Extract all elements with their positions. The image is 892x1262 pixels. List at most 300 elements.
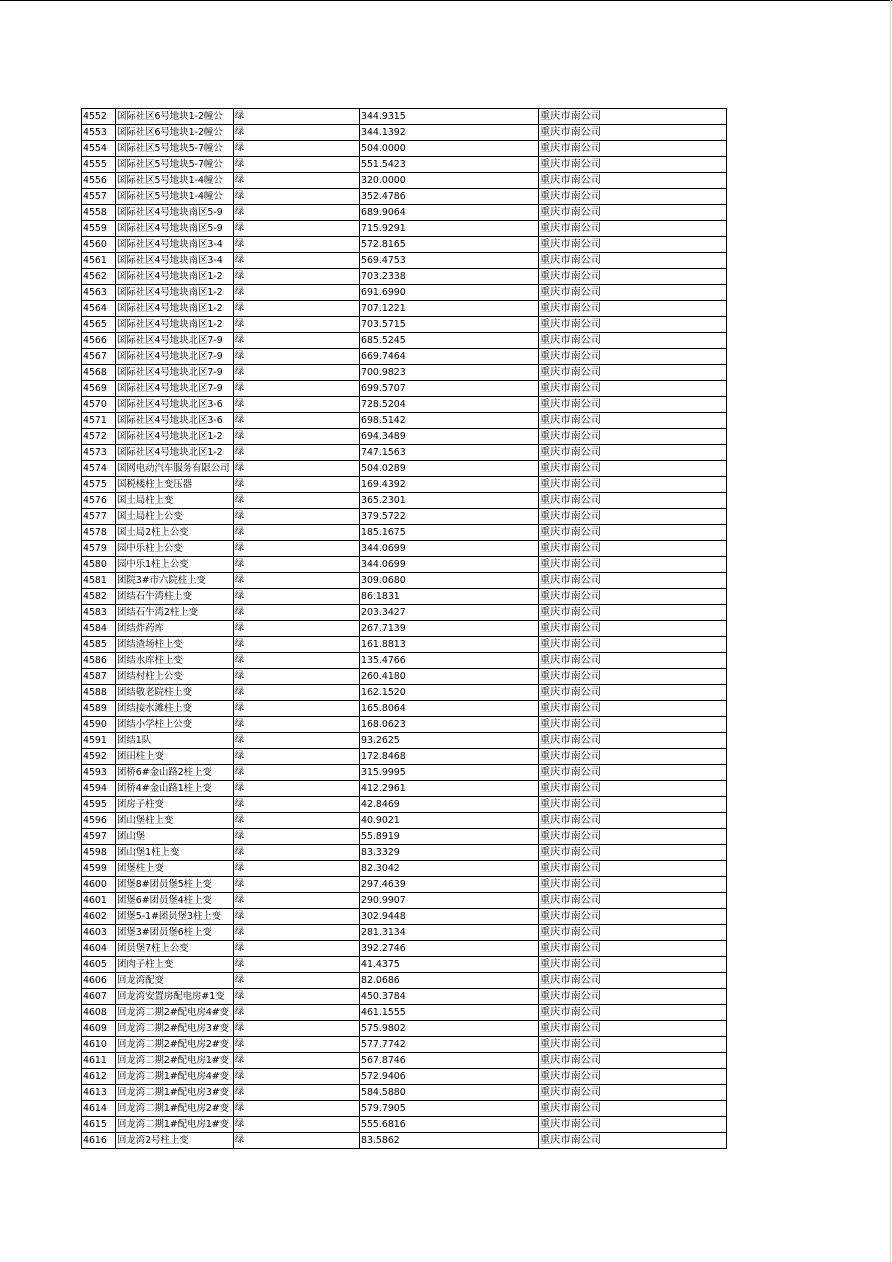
station-name-cell: 团结接水滩柱上变 (116, 701, 234, 717)
row-index-cell: 4603 (82, 925, 116, 941)
row-index-cell: 4599 (82, 861, 116, 877)
company-cell: 重庆市南公司 (539, 301, 727, 317)
row-index-cell: 4586 (82, 653, 116, 669)
company-cell: 重庆市南公司 (539, 109, 727, 125)
table-row (82, 1005, 727, 1021)
category-cell: 绿 (234, 221, 360, 237)
table-row (82, 365, 727, 381)
table-row (82, 749, 727, 765)
row-index-cell: 4608 (82, 1005, 116, 1021)
station-name-cell: 国际社区5号地块5-7幢公 (116, 141, 234, 157)
table-row (82, 653, 727, 669)
station-name-cell: 回龙湾二期1#配电房1#变 (116, 1117, 234, 1133)
category-cell: 绿 (234, 381, 360, 397)
category-cell: 绿 (234, 845, 360, 861)
value-cell: 450.3784 (360, 989, 539, 1005)
category-cell: 绿 (234, 429, 360, 445)
company-cell: 重庆市南公司 (539, 1117, 727, 1133)
station-name-cell: 国际社区4号地块南区1-2 (116, 269, 234, 285)
value-cell: 691.6990 (360, 285, 539, 301)
row-index-cell: 4612 (82, 1069, 116, 1085)
row-index-cell: 4575 (82, 477, 116, 493)
company-cell: 重庆市南公司 (539, 845, 727, 861)
category-cell: 绿 (234, 317, 360, 333)
category-cell: 绿 (234, 173, 360, 189)
company-cell: 重庆市南公司 (539, 637, 727, 653)
station-name-cell: 回龙湾安置房配电房#1变 (116, 989, 234, 1005)
table-row (82, 413, 727, 429)
table-row (82, 1133, 727, 1149)
data-table (81, 108, 727, 1149)
page-right-edge (890, 0, 891, 1262)
company-cell: 重庆市南公司 (539, 1037, 727, 1053)
category-cell: 绿 (234, 973, 360, 989)
station-name-cell: 团堡柱上变 (116, 861, 234, 877)
table-row (82, 445, 727, 461)
row-index-cell: 4616 (82, 1133, 116, 1149)
station-name-cell: 团结村柱上公变 (116, 669, 234, 685)
value-cell: 379.5722 (360, 509, 539, 525)
value-cell: 577.7742 (360, 1037, 539, 1053)
company-cell: 重庆市南公司 (539, 317, 727, 333)
category-cell: 绿 (234, 909, 360, 925)
value-cell: 694.3489 (360, 429, 539, 445)
table-row (82, 573, 727, 589)
company-cell: 重庆市南公司 (539, 525, 727, 541)
station-name-cell: 回龙湾二期1#配电房2#变 (116, 1101, 234, 1117)
company-cell: 重庆市南公司 (539, 429, 727, 445)
value-cell: 86.1831 (360, 589, 539, 605)
row-index-cell: 4558 (82, 205, 116, 221)
category-cell: 绿 (234, 461, 360, 477)
value-cell: 302.9448 (360, 909, 539, 925)
station-name-cell: 回龙湾二期2#配电房2#变 (116, 1037, 234, 1053)
company-cell: 重庆市南公司 (539, 1133, 727, 1149)
station-name-cell: 国际社区4号地块北区7-9 (116, 333, 234, 349)
table-row (82, 845, 727, 861)
company-cell: 重庆市南公司 (539, 749, 727, 765)
row-index-cell: 4609 (82, 1021, 116, 1037)
value-cell: 700.9823 (360, 365, 539, 381)
value-cell: 315.9995 (360, 765, 539, 781)
value-cell: 703.5715 (360, 317, 539, 333)
station-name-cell: 国土局柱上变 (116, 493, 234, 509)
value-cell: 83.3329 (360, 845, 539, 861)
table-row (82, 253, 727, 269)
table-row (82, 429, 727, 445)
category-cell: 绿 (234, 765, 360, 781)
station-name-cell: 国际社区4号地块南区3-4 (116, 253, 234, 269)
station-name-cell: 团结水库柱上变 (116, 653, 234, 669)
company-cell: 重庆市南公司 (539, 861, 727, 877)
value-cell: 40.9021 (360, 813, 539, 829)
value-cell: 82.0686 (360, 973, 539, 989)
row-index-cell: 4576 (82, 493, 116, 509)
value-cell: 320.0000 (360, 173, 539, 189)
table-row (82, 109, 727, 125)
category-cell: 绿 (234, 1069, 360, 1085)
value-cell: 584.5880 (360, 1085, 539, 1101)
company-cell: 重庆市南公司 (539, 269, 727, 285)
table-row (82, 893, 727, 909)
category-cell: 绿 (234, 781, 360, 797)
category-cell: 绿 (234, 941, 360, 957)
value-cell: 699.5707 (360, 381, 539, 397)
station-name-cell: 国际社区4号地块北区7-9 (116, 365, 234, 381)
station-name-cell: 回龙湾配变 (116, 973, 234, 989)
station-name-cell: 团结石牛湾柱上变 (116, 589, 234, 605)
station-name-cell: 团堡5-1#团员堡3柱上变 (116, 909, 234, 925)
row-index-cell: 4587 (82, 669, 116, 685)
station-name-cell: 国税楼柱上变压器 (116, 477, 234, 493)
category-cell: 绿 (234, 797, 360, 813)
table-row (82, 765, 727, 781)
value-cell: 344.1392 (360, 125, 539, 141)
row-index-cell: 4570 (82, 397, 116, 413)
value-cell: 281.3134 (360, 925, 539, 941)
company-cell: 重庆市南公司 (539, 397, 727, 413)
row-index-cell: 4582 (82, 589, 116, 605)
row-index-cell: 4606 (82, 973, 116, 989)
row-index-cell: 4614 (82, 1101, 116, 1117)
company-cell: 重庆市南公司 (539, 813, 727, 829)
station-name-cell: 团院3#市六院柱上变 (116, 573, 234, 589)
category-cell: 绿 (234, 701, 360, 717)
company-cell: 重庆市南公司 (539, 125, 727, 141)
row-index-cell: 4567 (82, 349, 116, 365)
table-row (82, 205, 727, 221)
station-name-cell: 国际社区4号地块北区1-2 (116, 445, 234, 461)
row-index-cell: 4560 (82, 237, 116, 253)
category-cell: 绿 (234, 733, 360, 749)
row-index-cell: 4615 (82, 1117, 116, 1133)
value-cell: 461.1555 (360, 1005, 539, 1021)
station-name-cell: 国际社区4号地块北区3-6 (116, 397, 234, 413)
category-cell: 绿 (234, 493, 360, 509)
station-name-cell: 园中乐柱上公变 (116, 541, 234, 557)
row-index-cell: 4555 (82, 157, 116, 173)
value-cell: 169.4392 (360, 477, 539, 493)
row-index-cell: 4591 (82, 733, 116, 749)
station-name-cell: 团结渣场柱上变 (116, 637, 234, 653)
value-cell: 290.9907 (360, 893, 539, 909)
station-name-cell: 团结1队 (116, 733, 234, 749)
station-name-cell: 国土局2柱上公变 (116, 525, 234, 541)
station-name-cell: 国际社区4号地块南区1-2 (116, 285, 234, 301)
row-index-cell: 4557 (82, 189, 116, 205)
row-index-cell: 4552 (82, 109, 116, 125)
station-name-cell: 国网电动汽车服务有限公司 (116, 461, 234, 477)
category-cell: 绿 (234, 1005, 360, 1021)
table-row (82, 349, 727, 365)
row-index-cell: 4578 (82, 525, 116, 541)
company-cell: 重庆市南公司 (539, 445, 727, 461)
category-cell: 绿 (234, 333, 360, 349)
table-row (82, 733, 727, 749)
value-cell: 392.2746 (360, 941, 539, 957)
table-row (82, 781, 727, 797)
company-cell: 重庆市南公司 (539, 189, 727, 205)
value-cell: 689.9064 (360, 205, 539, 221)
table-row (82, 461, 727, 477)
station-name-cell: 团山堡 (116, 829, 234, 845)
company-cell: 重庆市南公司 (539, 173, 727, 189)
company-cell: 重庆市南公司 (539, 333, 727, 349)
company-cell: 重庆市南公司 (539, 941, 727, 957)
category-cell: 绿 (234, 861, 360, 877)
company-cell: 重庆市南公司 (539, 589, 727, 605)
table-row (82, 173, 727, 189)
station-name-cell: 团员堡7柱上公变 (116, 941, 234, 957)
table-row (82, 1101, 727, 1117)
category-cell: 绿 (234, 893, 360, 909)
company-cell: 重庆市南公司 (539, 461, 727, 477)
table-row (82, 1117, 727, 1133)
value-cell: 267.7139 (360, 621, 539, 637)
value-cell: 365.2301 (360, 493, 539, 509)
value-cell: 707.1221 (360, 301, 539, 317)
company-cell: 重庆市南公司 (539, 701, 727, 717)
station-name-cell: 回龙湾二期2#配电房4#变 (116, 1005, 234, 1021)
row-index-cell: 4569 (82, 381, 116, 397)
value-cell: 567.8746 (360, 1053, 539, 1069)
row-index-cell: 4573 (82, 445, 116, 461)
company-cell: 重庆市南公司 (539, 221, 727, 237)
value-cell: 569.4753 (360, 253, 539, 269)
table-row (82, 493, 727, 509)
category-cell: 绿 (234, 957, 360, 973)
row-index-cell: 4566 (82, 333, 116, 349)
company-cell: 重庆市南公司 (539, 669, 727, 685)
category-cell: 绿 (234, 237, 360, 253)
row-index-cell: 4602 (82, 909, 116, 925)
company-cell: 重庆市南公司 (539, 285, 727, 301)
value-cell: 55.8919 (360, 829, 539, 845)
station-name-cell: 国际社区4号地块北区7-9 (116, 381, 234, 397)
category-cell: 绿 (234, 1117, 360, 1133)
row-index-cell: 4584 (82, 621, 116, 637)
station-name-cell: 团山堡1柱上变 (116, 845, 234, 861)
company-cell: 重庆市南公司 (539, 797, 727, 813)
category-cell: 绿 (234, 509, 360, 525)
station-name-cell: 团田柱上变 (116, 749, 234, 765)
table-row (82, 509, 727, 525)
table-row (82, 141, 727, 157)
category-cell: 绿 (234, 285, 360, 301)
category-cell: 绿 (234, 1085, 360, 1101)
company-cell: 重庆市南公司 (539, 573, 727, 589)
table-row (82, 1053, 727, 1069)
row-index-cell: 4559 (82, 221, 116, 237)
company-cell: 重庆市南公司 (539, 541, 727, 557)
company-cell: 重庆市南公司 (539, 781, 727, 797)
category-cell: 绿 (234, 1053, 360, 1069)
value-cell: 747.1563 (360, 445, 539, 461)
category-cell: 绿 (234, 109, 360, 125)
value-cell: 168.0623 (360, 717, 539, 733)
company-cell: 重庆市南公司 (539, 829, 727, 845)
value-cell: 555.6816 (360, 1117, 539, 1133)
station-name-cell: 国际社区4号地块南区1-2 (116, 301, 234, 317)
table-row (82, 317, 727, 333)
station-name-cell: 团堡3#团员堡6柱上变 (116, 925, 234, 941)
value-cell: 161.8813 (360, 637, 539, 653)
station-name-cell: 国际社区5号地块5-7幢公 (116, 157, 234, 173)
row-index-cell: 4581 (82, 573, 116, 589)
category-cell: 绿 (234, 301, 360, 317)
row-index-cell: 4565 (82, 317, 116, 333)
category-cell: 绿 (234, 1101, 360, 1117)
category-cell: 绿 (234, 413, 360, 429)
category-cell: 绿 (234, 1133, 360, 1149)
company-cell: 重庆市南公司 (539, 205, 727, 221)
company-cell: 重庆市南公司 (539, 349, 727, 365)
category-cell: 绿 (234, 541, 360, 557)
company-cell: 重庆市南公司 (539, 605, 727, 621)
row-index-cell: 4574 (82, 461, 116, 477)
value-cell: 575.9802 (360, 1021, 539, 1037)
table-row (82, 189, 727, 205)
value-cell: 572.8165 (360, 237, 539, 253)
value-cell: 41.4375 (360, 957, 539, 973)
row-index-cell: 4607 (82, 989, 116, 1005)
table-row (82, 989, 727, 1005)
value-cell: 344.0699 (360, 557, 539, 573)
company-cell: 重庆市南公司 (539, 621, 727, 637)
value-cell: 412.2961 (360, 781, 539, 797)
value-cell: 551.5423 (360, 157, 539, 173)
table-row (82, 157, 727, 173)
station-name-cell: 国际社区6号地块1-2幢公 (116, 109, 234, 125)
company-cell: 重庆市南公司 (539, 1085, 727, 1101)
category-cell: 绿 (234, 813, 360, 829)
company-cell: 重庆市南公司 (539, 413, 727, 429)
row-index-cell: 4585 (82, 637, 116, 653)
row-index-cell: 4597 (82, 829, 116, 845)
row-index-cell: 4561 (82, 253, 116, 269)
company-cell: 重庆市南公司 (539, 989, 727, 1005)
category-cell: 绿 (234, 589, 360, 605)
company-cell: 重庆市南公司 (539, 381, 727, 397)
row-index-cell: 4564 (82, 301, 116, 317)
station-name-cell: 国际社区4号地块南区5-9 (116, 205, 234, 221)
table-row (82, 333, 727, 349)
category-cell: 绿 (234, 717, 360, 733)
table-row (82, 861, 727, 877)
table-row (82, 1085, 727, 1101)
value-cell: 504.0000 (360, 141, 539, 157)
station-name-cell: 国际社区5号地块1-4幢公 (116, 173, 234, 189)
row-index-cell: 4594 (82, 781, 116, 797)
company-cell: 重庆市南公司 (539, 477, 727, 493)
value-cell: 162.1520 (360, 685, 539, 701)
value-cell: 703.2338 (360, 269, 539, 285)
category-cell: 绿 (234, 445, 360, 461)
station-name-cell: 回龙湾二期2#配电房1#变 (116, 1053, 234, 1069)
company-cell: 重庆市南公司 (539, 957, 727, 973)
value-cell: 669.7464 (360, 349, 539, 365)
row-index-cell: 4605 (82, 957, 116, 973)
value-cell: 83.5862 (360, 1133, 539, 1149)
value-cell: 172.8468 (360, 749, 539, 765)
station-name-cell: 团堡6#团员堡4柱上变 (116, 893, 234, 909)
company-cell: 重庆市南公司 (539, 237, 727, 253)
station-name-cell: 团桥4#金山路1柱上变 (116, 781, 234, 797)
value-cell: 185.1675 (360, 525, 539, 541)
station-name-cell: 团堡8#团员堡5柱上变 (116, 877, 234, 893)
row-index-cell: 4595 (82, 797, 116, 813)
row-index-cell: 4563 (82, 285, 116, 301)
row-index-cell: 4568 (82, 365, 116, 381)
category-cell: 绿 (234, 205, 360, 221)
table-row (82, 669, 727, 685)
value-cell: 685.5245 (360, 333, 539, 349)
category-cell: 绿 (234, 1037, 360, 1053)
table-row (82, 589, 727, 605)
row-index-cell: 4588 (82, 685, 116, 701)
table-row (82, 829, 727, 845)
row-index-cell: 4556 (82, 173, 116, 189)
row-index-cell: 4592 (82, 749, 116, 765)
table-row (82, 813, 727, 829)
station-name-cell: 园中乐1柱上公变 (116, 557, 234, 573)
value-cell: 352.4786 (360, 189, 539, 205)
company-cell: 重庆市南公司 (539, 1101, 727, 1117)
category-cell: 绿 (234, 669, 360, 685)
station-name-cell: 团结炸药库 (116, 621, 234, 637)
company-cell: 重庆市南公司 (539, 365, 727, 381)
station-name-cell: 团山堡柱上变 (116, 813, 234, 829)
category-cell: 绿 (234, 685, 360, 701)
category-cell: 绿 (234, 605, 360, 621)
station-name-cell: 回龙湾二期1#配电房4#变 (116, 1069, 234, 1085)
table-row (82, 909, 727, 925)
category-cell: 绿 (234, 653, 360, 669)
station-name-cell: 国际社区4号地块北区7-9 (116, 349, 234, 365)
company-cell: 重庆市南公司 (539, 157, 727, 173)
row-index-cell: 4590 (82, 717, 116, 733)
table-row (82, 717, 727, 733)
company-cell: 重庆市南公司 (539, 557, 727, 573)
company-cell: 重庆市南公司 (539, 909, 727, 925)
station-name-cell: 团结小学柱上公变 (116, 717, 234, 733)
table-row (82, 1037, 727, 1053)
table-row (82, 285, 727, 301)
category-cell: 绿 (234, 349, 360, 365)
station-name-cell: 国际社区6号地块1-2幢公 (116, 125, 234, 141)
station-name-cell: 国际社区4号地块南区3-4 (116, 237, 234, 253)
row-index-cell: 4577 (82, 509, 116, 525)
value-cell: 309.0680 (360, 573, 539, 589)
station-name-cell: 团结石牛湾2柱上变 (116, 605, 234, 621)
station-name-cell: 国土局柱上公变 (116, 509, 234, 525)
station-name-cell: 国际社区4号地块北区1-2 (116, 429, 234, 445)
company-cell: 重庆市南公司 (539, 765, 727, 781)
table-row (82, 877, 727, 893)
category-cell: 绿 (234, 749, 360, 765)
row-index-cell: 4572 (82, 429, 116, 445)
value-cell: 728.5204 (360, 397, 539, 413)
table-row (82, 125, 727, 141)
company-cell: 重庆市南公司 (539, 1069, 727, 1085)
company-cell: 重庆市南公司 (539, 925, 727, 941)
value-cell: 93.2625 (360, 733, 539, 749)
data-table-body (82, 109, 727, 1149)
row-index-cell: 4604 (82, 941, 116, 957)
category-cell: 绿 (234, 253, 360, 269)
row-index-cell: 4611 (82, 1053, 116, 1069)
company-cell: 重庆市南公司 (539, 253, 727, 269)
